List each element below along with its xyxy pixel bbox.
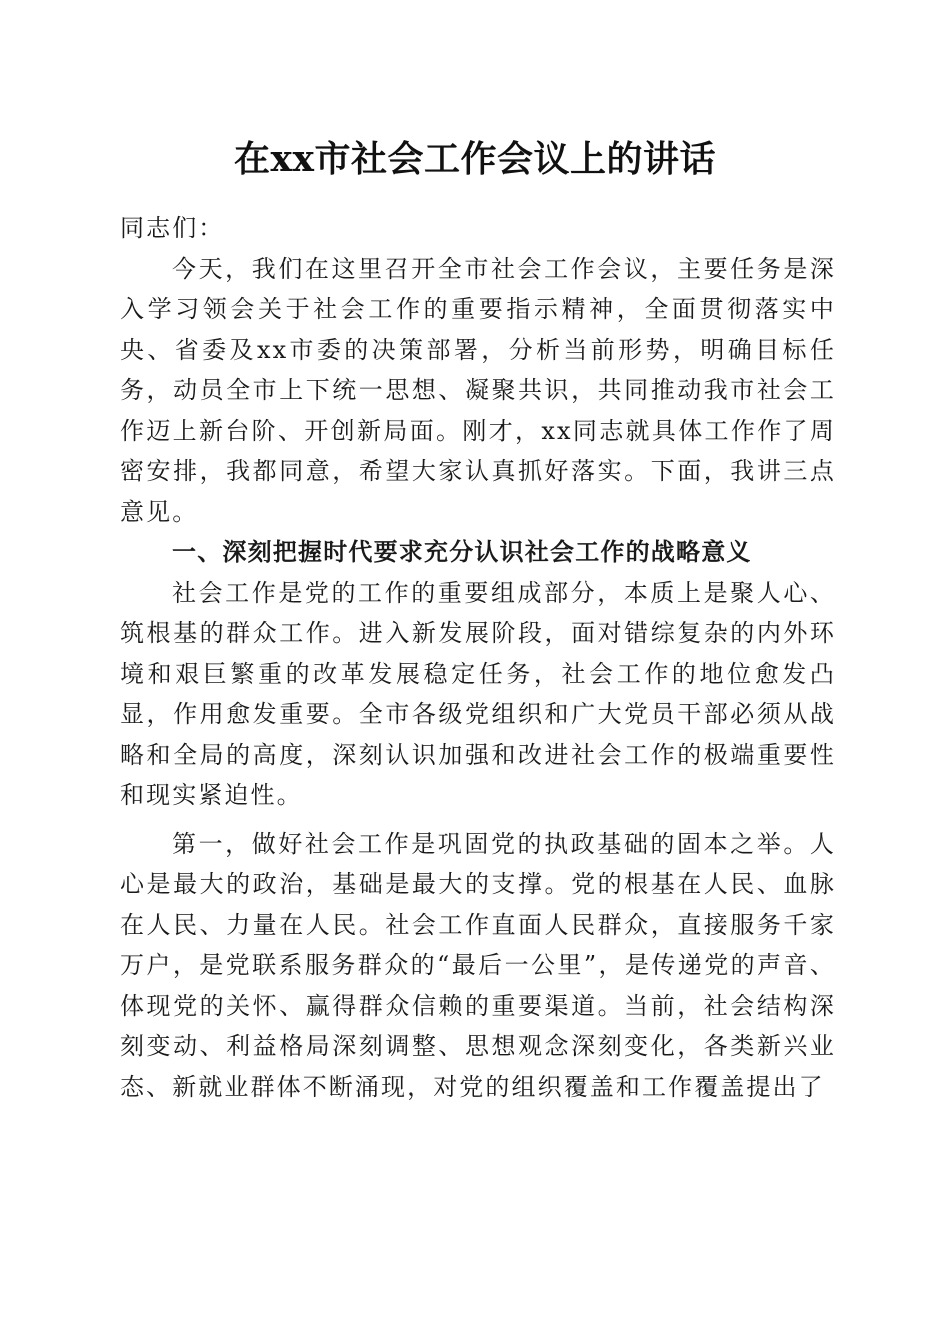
paragraph-significance: 社会工作是党的工作的重要组成部分，本质上是聚人心、筑根基的群众工作。进入新发展阶段，面对错综复杂的内外环境和艰巨繁重的改革发展稳定任务，社会工作的地位愈发凸显，作用愈发重要。全市各级党组织和广大党员干部必须从战略和全局的高度，深刻认识加强和改进社会工作的极端重要性和现实紧迫性。 bbox=[120, 578, 836, 809]
section-heading-1: 一、深刻把握时代要求充分认识社会工作的战略意义 bbox=[172, 538, 752, 566]
paragraph-intro: 今天，我们在这里召开全市社会工作会议，主要任务是深入学习领会关于社会工作的重要指示精神，全面贯彻落实中央、省委及xx市委的决策部署，分析当前形势，明确目标任务，动员全市上下统一思想、凝聚共识，共同推动我市社会工作迈上新台阶、开创新局面。刚才，xx同志就具体工作作了周密安排，我都同意，希望大家认真抓好落实。下面，我讲三点意见。 bbox=[120, 254, 836, 526]
paragraph-first-point: 第一，做好社会工作是巩固党的执政基础的固本之举。人心是最大的政治，基础是最大的支撑。党的根基在人民、血脉在人民、力量在人民。社会工作直面人民群众，直接服务千家万户，是党联系服务群众的“最后一公里”，是传递党的声音、体现党的关怀、赢得群众信赖的重要渠道。当前，社会结构深刻变动、利益格局深刻调整、思想观念深刻变化，各类新兴业态、新就业群体不断涌现，对党的组织覆盖和工作覆盖提出了 bbox=[120, 829, 836, 1101]
salutation: 同志们： bbox=[120, 214, 225, 242]
speech-body bbox=[120, 208, 836, 1107]
paragraph-spacer bbox=[120, 816, 836, 824]
speech-title: 在xx市社会工作会议上的讲话 bbox=[234, 138, 716, 180]
